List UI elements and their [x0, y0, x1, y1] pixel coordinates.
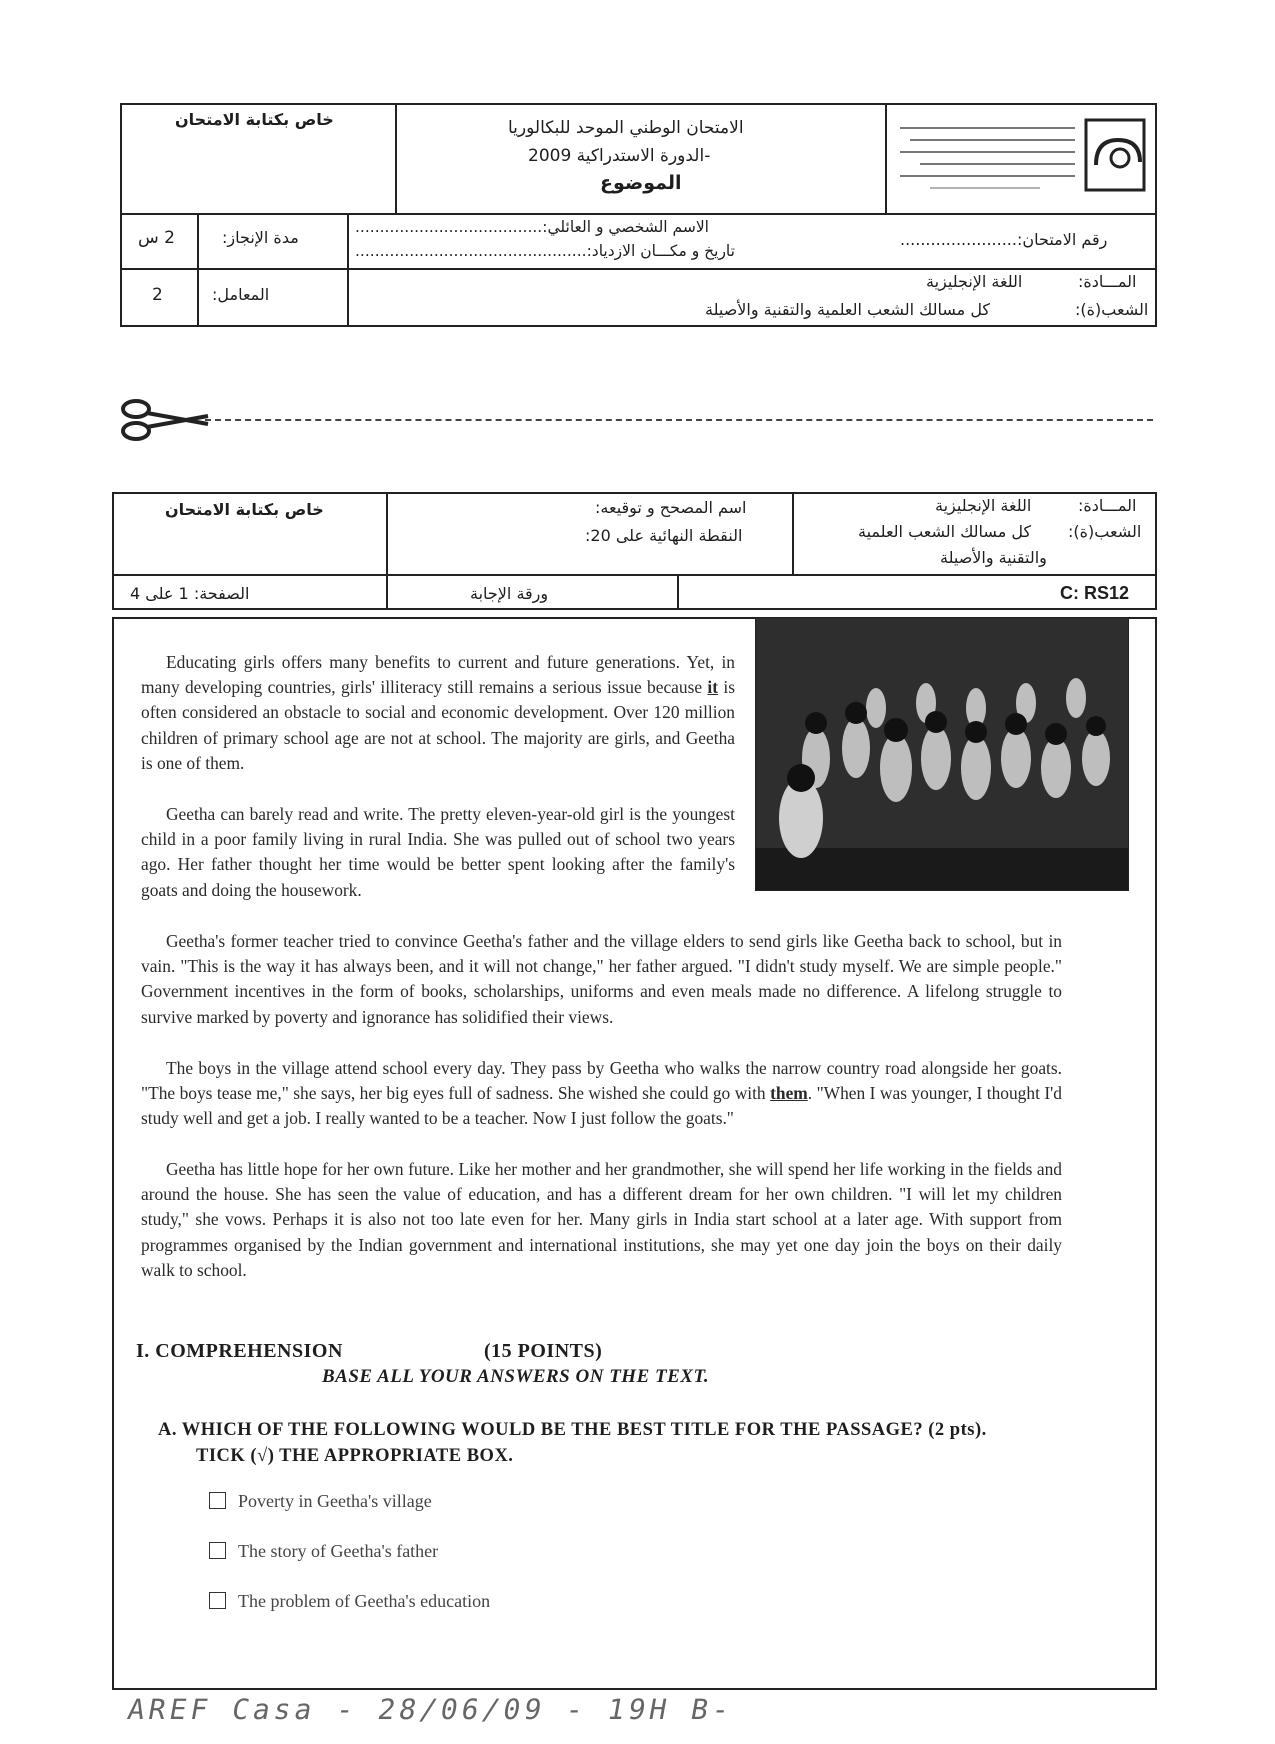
branch-value: كل مسالك الشعب العلمية والتقنية والأصيلة	[705, 300, 991, 319]
coefficient-label: المعامل:	[212, 285, 270, 304]
passage-paragraph-3: Geetha's former teacher tried to convince Geetha's father and the village elders to send girls like Geetha back to school, but in vain. "This is the way it has always been, and it will not change," her father argued. "I didn't study myself. We are simple people." Government incentives in the form of books, scholarships, uniforms and even meals made no difference. A lifelong struggle to survive marked by poverty and ignorance has solidified their views.	[141, 931, 1062, 1027]
duration-value: 2 س	[138, 228, 175, 248]
underlined-word-them: them	[770, 1083, 808, 1104]
passage-paragraph-4: The boys in the village attend school every day. They pass by Geetha who walks the narrow country road alongside her goats. "The boys tease me," she says, her big eyes full of sadness. She wished she could go with them. "When I was younger, I thought I'd study well and get a job. I really wanted to be a teacher. Now I just follow the goats."	[141, 1058, 1062, 1129]
option-2	[209, 1541, 438, 1562]
duration-label: مدة الإنجاز:	[222, 228, 299, 247]
comprehension-instruction: BASE ALL YOUR ANSWERS ON THE TEXT.	[322, 1366, 710, 1387]
option-3	[209, 1591, 490, 1612]
answer-branch-label: الشعب(ة):	[1068, 522, 1142, 541]
exam-title-line3: الموضوع	[600, 172, 682, 194]
checkbox-option-2[interactable]	[209, 1542, 226, 1559]
question-a-line2: TICK (√) THE APPROPRIATE BOX.	[196, 1446, 514, 1466]
cut-line	[205, 419, 1153, 421]
exam-number-label: رقم الامتحان:.......................	[900, 230, 1108, 249]
ministry-logo	[890, 110, 1152, 205]
checkbox-option-1[interactable]	[209, 1492, 226, 1509]
option-1	[209, 1491, 432, 1512]
exam-code: C: RS12	[1060, 583, 1130, 603]
classroom-photo	[755, 617, 1129, 891]
coefficient-value: 2	[152, 285, 163, 305]
comprehension-heading: I. COMPREHENSION	[136, 1340, 343, 1362]
passage-paragraph-5: Geetha has little hope for her own future. Like her mother and her grandmother, she will spend her life working in the fields and around the house. She has seen the value of education, and has a different dream for her own children. "I will let my children study," she vows. Perhaps it is also not too late even for her. Many girls in India start school at a later age. With support from programmes organised by the Indian government and international institutions, she may yet one day join the boys on their daily walk to school.	[141, 1159, 1062, 1280]
passage-paragraph-2: Geetha can barely read and write. The pretty eleven-year-old girl is the youngest child in a poor family living in rural India. She was pulled out of school two years ago. Her father thought her time would be better spent looking after the family's goats and doing the housework.	[141, 804, 735, 900]
question-a-line1: A. WHICH OF THE FOLLOWING WOULD BE THE BEST TITLE FOR THE PASSAGE? (2 pts).	[158, 1420, 987, 1440]
subject-label: المـــادة:	[1078, 272, 1137, 291]
name-field-label: الاسم الشخصي و العائلي:......................................	[355, 218, 709, 236]
answer-branch-value-2: والتقنية والأصيلة	[940, 548, 1047, 567]
option-2-label: The story of Geetha's father	[238, 1541, 439, 1561]
underlined-word-it: it	[707, 677, 719, 698]
answer-sheet-label: ورقة الإجابة	[470, 584, 549, 603]
comprehension-points: (15 POINTS)	[484, 1340, 603, 1362]
scissors-icon	[120, 398, 210, 447]
reserved-box-label: خاص بكتابة الامتحان	[175, 110, 334, 129]
answer-subject-value: اللغة الإنجليزية	[935, 496, 1032, 515]
answer-branch-value-1: كل مسالك الشعب العلمية	[858, 522, 1032, 541]
handwritten-footer-note: AREF Casa - 28/06/09 - 19H B-	[125, 1693, 736, 1726]
birth-field-label: تاريخ و مكـــان الازدياد:...............................................	[355, 242, 735, 260]
exam-title-line1: الامتحان الوطني الموحد للبكالوريا	[508, 118, 744, 138]
option-1-label: Poverty in Geetha's village	[238, 1491, 432, 1511]
option-3-label: The problem of Geetha's education	[238, 1591, 491, 1611]
subject-value: اللغة الإنجليزية	[926, 272, 1023, 291]
page-number: الصفحة: 1 على 4	[130, 584, 250, 603]
exam-title-line2: -الدورة الاستدراكية 2009	[528, 146, 711, 166]
passage-paragraph-1: Educating girls offers many benefits to current and future generations. Yet, in many developing countries, girls' illiteracy still remains a serious issue because it is often considered an obstacle to social and economic development. Over 120 million children of primary school age are not at school. The majority are girls, and Geetha is one of them.	[141, 652, 735, 773]
corrector-label: اسم المصحح و توقيعه:	[595, 498, 747, 517]
final-score-label: النقطة النهائية على 20:	[585, 526, 743, 545]
answer-subject-label: المـــادة:	[1078, 496, 1137, 515]
reserved-box-label-2: خاص بكتابة الامتحان	[165, 500, 324, 519]
branch-label: الشعب(ة):	[1075, 300, 1149, 319]
checkbox-option-3[interactable]	[209, 1592, 226, 1609]
